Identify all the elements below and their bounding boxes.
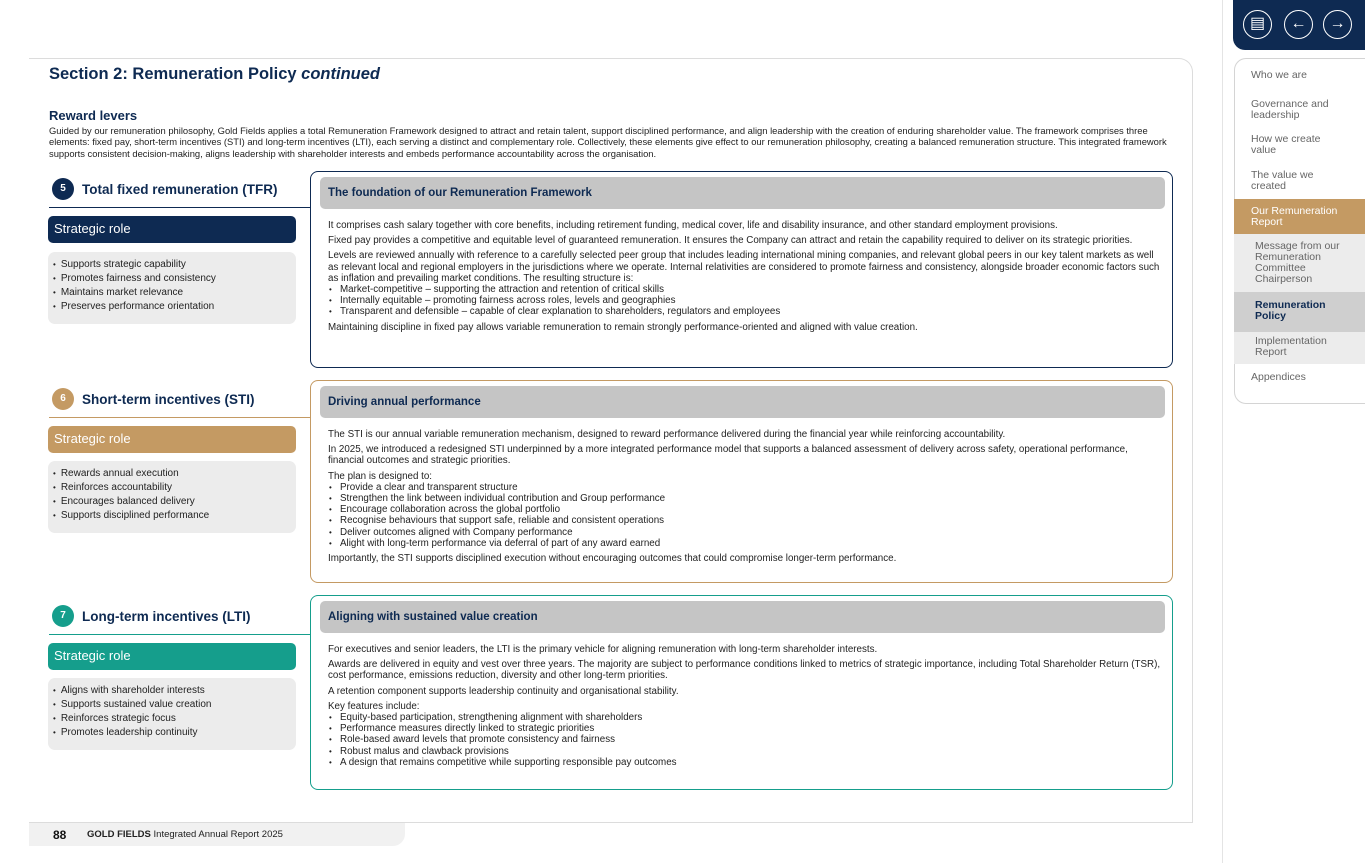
list-item: • Performance measures directly linked to strategic priorities: [328, 723, 1166, 734]
nav-subitem-implementation-report[interactable]: Implementation Report: [1255, 335, 1327, 358]
list-item: • Supports sustained value creation: [53, 698, 296, 712]
list-item: • Transparent and defensible – capable of clear explanation to shareholders, regulators and employees: [328, 306, 1166, 317]
list-item: • Promotes leadership continuity: [53, 726, 296, 740]
nav-subitem-remuneration-policy[interactable]: Remuneration Policy: [1255, 299, 1326, 322]
nav-subitem-chair-message[interactable]: Message from our Remuneration Committee Chairperson: [1255, 240, 1340, 285]
list-item: • Supports strategic capability: [53, 258, 296, 272]
list-item: • Strengthen the link between individual contribution and Group performance: [328, 493, 1166, 504]
bullet-list: [328, 712, 1166, 768]
arrow-right-icon[interactable]: →: [1323, 10, 1352, 39]
reward-levers-intro: Guided by our remuneration philosophy, Gold Fields applies a total Remuneration Framework designed to attract and retain talent, support disciplined performance, and align leadership with the creation of enduring shareholder value. The framework comprises three elements: fixed pay, short-term incentives (STI) and long-term incentives (LTI), each serving a distinct and complementary role. Collectively, these elements give effect to our remuneration philosophy, creating a balanced remuneration structure. This integrated framework supports consistent decision-making, aligns leadership with shareholder interests and embeds performance accountability across the organisation.: [49, 125, 1167, 159]
lever-number-badge: 6: [52, 388, 74, 410]
list-item: • Provide a clear and transparent structure: [328, 482, 1166, 493]
paragraph: The plan is designed to:: [328, 470, 433, 482]
bullet-list: [328, 482, 1166, 549]
list-item: • Alight with long-term performance via deferral of part of any award earned: [328, 538, 1166, 549]
reward-levers-heading: Reward levers: [49, 108, 138, 123]
lever-number-badge: 5: [52, 178, 74, 200]
list-item: • Supports disciplined performance: [53, 509, 296, 523]
lever-title: Short-term incentives (STI): [82, 392, 255, 407]
list-item: • Maintains market relevance: [53, 286, 296, 300]
arrow-left-icon[interactable]: ←: [1284, 10, 1313, 39]
lever-number-badge: 7: [52, 605, 74, 627]
tfr-detail-box: [310, 171, 1173, 368]
list-item: • Encourage collaboration across the global portfolio: [328, 504, 1166, 515]
nav-item-who-we-are[interactable]: Who we are: [1251, 69, 1308, 81]
list-item: • A design that remains competitive while supporting responsible pay outcomes: [328, 757, 1166, 768]
lever-header-tfr: [49, 178, 313, 208]
nav-item-appendices[interactable]: Appendices: [1251, 371, 1306, 383]
nav-divider: [1222, 0, 1223, 863]
lever-title: Long-term incentives (LTI): [82, 609, 251, 624]
lever-title: Total fixed remuneration (TFR): [82, 182, 278, 197]
strategic-role-list: [48, 252, 296, 324]
nav-item-remuneration-report[interactable]: Our Remuneration Report: [1251, 205, 1338, 228]
list-item: • Internally equitable – promoting fairness across roles, levels and geographies: [328, 295, 1166, 306]
footer-report-title: [87, 829, 283, 840]
list-item: • Rewards annual execution: [53, 467, 296, 481]
strategic-role-list: [48, 461, 296, 533]
paragraph: It comprises cash salary together with core benefits, including retirement funding, medical cover, life and disability insurance, and other standard employment provisions.: [328, 220, 1058, 231]
lever-header-sti: [49, 388, 313, 418]
strategic-role-list: [48, 678, 296, 750]
bullet-list: [328, 284, 1166, 318]
paragraph: The STI is our annual variable remuneration mechanism, designed to reward performance delivered during the financial year while reinforcing accountability.: [328, 429, 1006, 440]
list-item: • Promotes fairness and consistency: [53, 272, 296, 286]
strategic-role-bar: Strategic role: [48, 426, 296, 453]
footer-report: Integrated Annual Report 2025: [153, 829, 283, 840]
list-item: • Role-based award levels that promote consistency and fairness: [328, 734, 1166, 745]
list-item: • Preserves performance orientation: [53, 300, 296, 314]
paragraph: Awards are delivered in equity and vest over three years. The majority are subject to performance conditions linked to metrics of strategic importance, including Total Shareholder Return (TSR), cost performance, emissions reduction, diversity and other long-term priorities.: [328, 659, 1161, 682]
section-title: [49, 65, 380, 84]
list-item: • Equity-based participation, strengthening alignment with shareholders: [328, 712, 1166, 723]
section-title-suffix: continued: [301, 65, 380, 83]
box-body: [328, 644, 1166, 772]
sti-detail-box: [310, 380, 1173, 583]
footer-brand: GOLD FIELDS: [87, 829, 151, 840]
list-item: • Aligns with shareholder interests: [53, 684, 296, 698]
strategic-role-bar: Strategic role: [48, 216, 296, 243]
paragraph: In 2025, we introduced a redesigned STI underpinned by a more integrated performance model that supports a balanced assessment of delivery across safety, operational performance, financial outcomes and strategic priorities.: [328, 444, 1128, 467]
paragraph: A retention component supports leadership continuity and organisational stability.: [328, 685, 679, 697]
box-body: [328, 429, 1166, 568]
closing-paragraph: Importantly, the STI supports disciplined execution without encouraging outcomes that could compromise longer-term performance.: [328, 553, 897, 565]
list-item: • Market-competitive – supporting the attraction and retention of critical skills: [328, 284, 1166, 295]
paragraph: Fixed pay provides a competitive and equitable level of guaranteed remuneration. It ensures the Company can attract and retain the capability required to deliver on its strategic priorities.: [328, 235, 1133, 247]
paragraph: For executives and senior leaders, the LTI is the primary vehicle for aligning remuneration with long-term shareholder interests.: [328, 644, 878, 655]
closing-paragraph: Maintaining discipline in fixed pay allows variable remuneration to remain strongly performance-oriented and aligned with value creation.: [328, 321, 918, 333]
box-title: Aligning with sustained value creation: [320, 601, 1165, 633]
list-item: • Robust malus and clawback provisions: [328, 746, 1166, 757]
section-title-text: Section 2: Remuneration Policy: [49, 65, 297, 83]
nav-item-how-we-create-value[interactable]: How we create value: [1251, 133, 1321, 156]
paragraph: Key features include:: [328, 700, 420, 712]
list-item: • Reinforces strategic focus: [53, 712, 296, 726]
paragraph: Levels are reviewed annually with reference to a carefully selected peer group that includes leading international mining companies, and relevant global peers in our key talent markets as well as relevant local and regional employers in the jurisdictions where we operate. Internal relativities are considered to promote fairness and consistency, alongside broader economic factors such as inflation and prevailing market conditions. The resulting structure is:: [328, 250, 1160, 284]
list-item: • Encourages balanced delivery: [53, 495, 296, 509]
list-item: • Reinforces accountability: [53, 481, 296, 495]
page-number: 88: [53, 828, 67, 842]
list-item: • Recognise behaviours that support safe, reliable and consistent operations: [328, 515, 1166, 526]
box-title: The foundation of our Remuneration Framework: [320, 177, 1165, 209]
strategic-role-bar: Strategic role: [48, 643, 296, 670]
lti-detail-box: [310, 595, 1173, 790]
lever-header-lti: [49, 605, 313, 635]
nav-item-value-we-created[interactable]: The value we created: [1251, 169, 1314, 192]
box-title: Driving annual performance: [320, 386, 1165, 418]
box-body: [328, 220, 1166, 337]
list-item: • Deliver outcomes aligned with Company performance: [328, 527, 1166, 538]
contents-icon[interactable]: ▤: [1243, 10, 1272, 39]
nav-item-governance[interactable]: Governance and leadership: [1251, 98, 1329, 121]
nav-toolbar: [1233, 0, 1365, 50]
